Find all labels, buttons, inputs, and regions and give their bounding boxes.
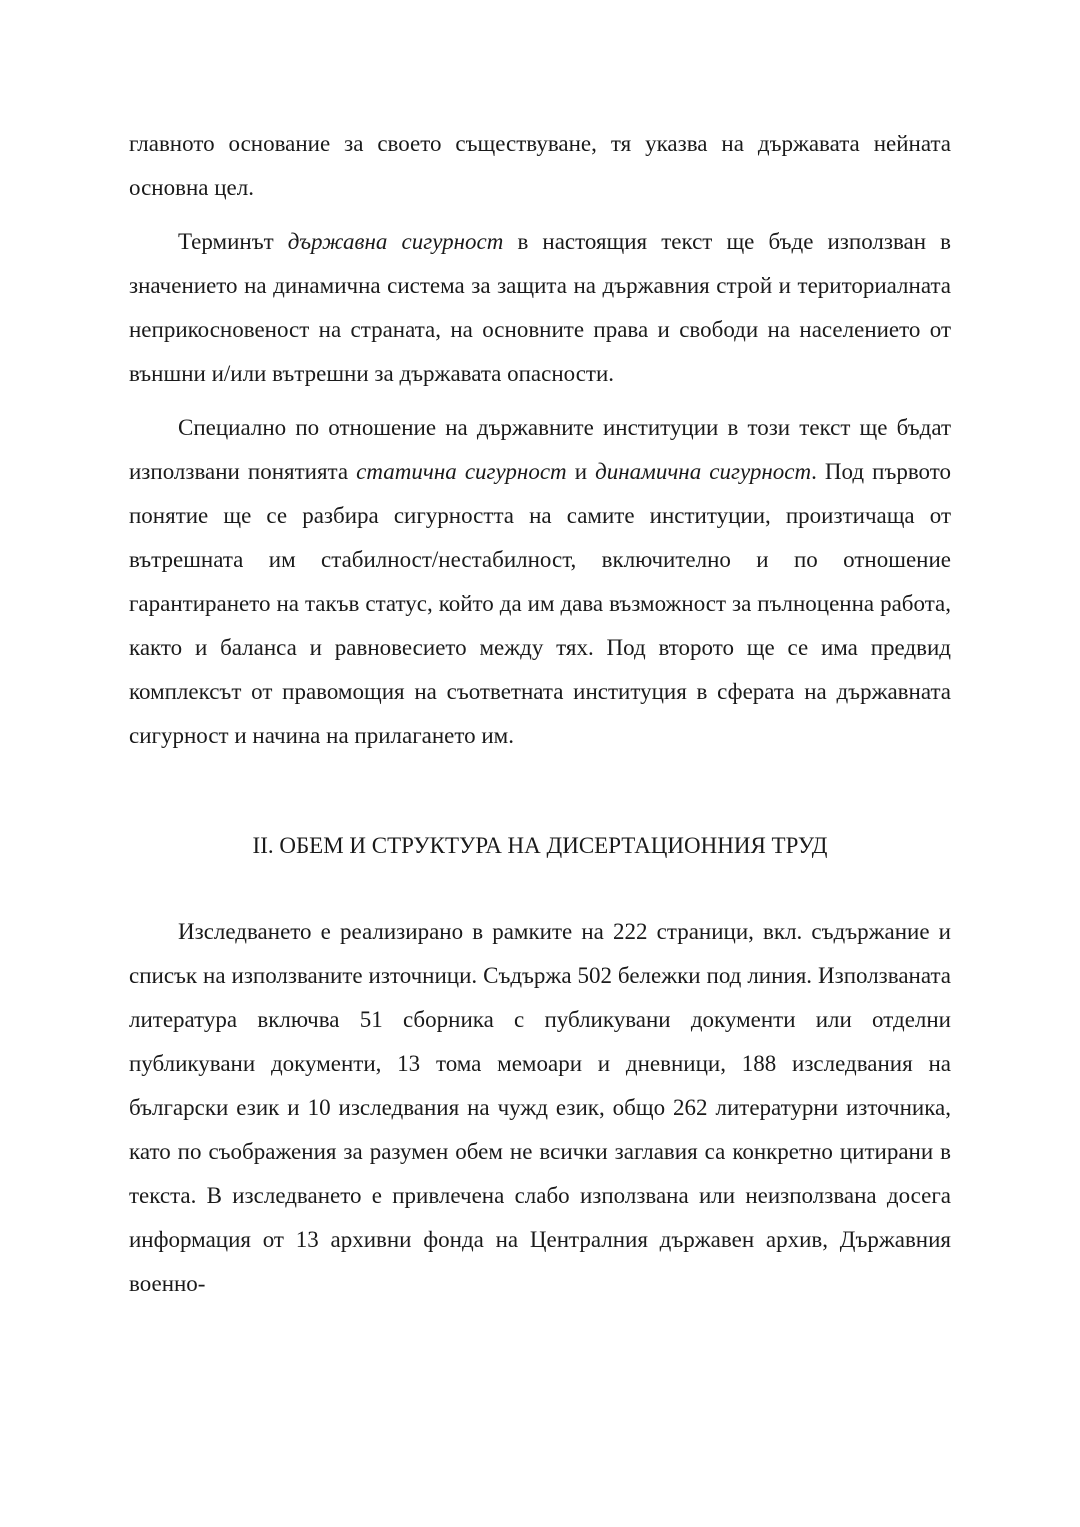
italic-term-dynamic: динамична сигурност [595, 459, 812, 484]
paragraph-text-before: Специално по отношение на държавните институции в този текст ще бъдат използвани понятията [129, 415, 951, 484]
paragraph-text-before: Терминът [178, 229, 288, 254]
section-heading: II. ОБЕМ И СТРУКТУРА НА ДИСЕРТАЦИОННИЯ ТРУД [252, 833, 828, 858]
paragraph-continuation [129, 122, 951, 210]
paragraph-text: Изследването е реализирано в рамките на 222 страници, вкл. съдържание и списък на използваните източници. Съдържа 502 бележки под линия. Използваната литература включва 51 сборника с публикувани документи или отделни публикувани документи, 13 тома мемоари и дневници, 188 изследвания на български език и 10 изследвания на чужд език, общо 262 литературни източника, като по съображения за разумен обем не всички заглавия са конкретно цитирани в текста. В изследването е привлечена слабо използвана или неизползвана досега информация от 13 архивни фонда на Централния държавен архив, Държавния военно- [129, 919, 951, 1296]
paragraph-volume-structure [129, 910, 951, 1306]
paragraph-static-dynamic-security [129, 406, 951, 758]
paragraph-text-after: в настоящия текст ще бъде използван в значението на динамична система за защита на държавния строй и териториалната неприкосновеност на страната, на основните права и свободи на населението от външни и/или вътрешни за държавата опасности. [129, 229, 951, 386]
document-page [129, 122, 951, 1306]
paragraph-text-after: . Под първото понятие ще се разбира сигурността на самите институции, произтичаща от вътрешната им стабилност/нестабилност, включително и по отношение гарантирането на такъв статус, който да им дава възможност за пълноценна работа, както и баланса и равновесието между тях. Под второто ще се има предвид комплексът от правомощия на съответната институция в сферата на държавната сигурност и начина на прилагането им. [129, 459, 951, 748]
paragraph-state-security-definition [129, 220, 951, 396]
paragraph-text: главното основание за своето съществуване, тя указва на държавата нейната основна цел. [129, 131, 951, 200]
paragraph-text-middle: и [566, 459, 596, 484]
italic-term-static: статична сигурност [356, 459, 567, 484]
italic-term: държавна сигурност [287, 229, 504, 254]
